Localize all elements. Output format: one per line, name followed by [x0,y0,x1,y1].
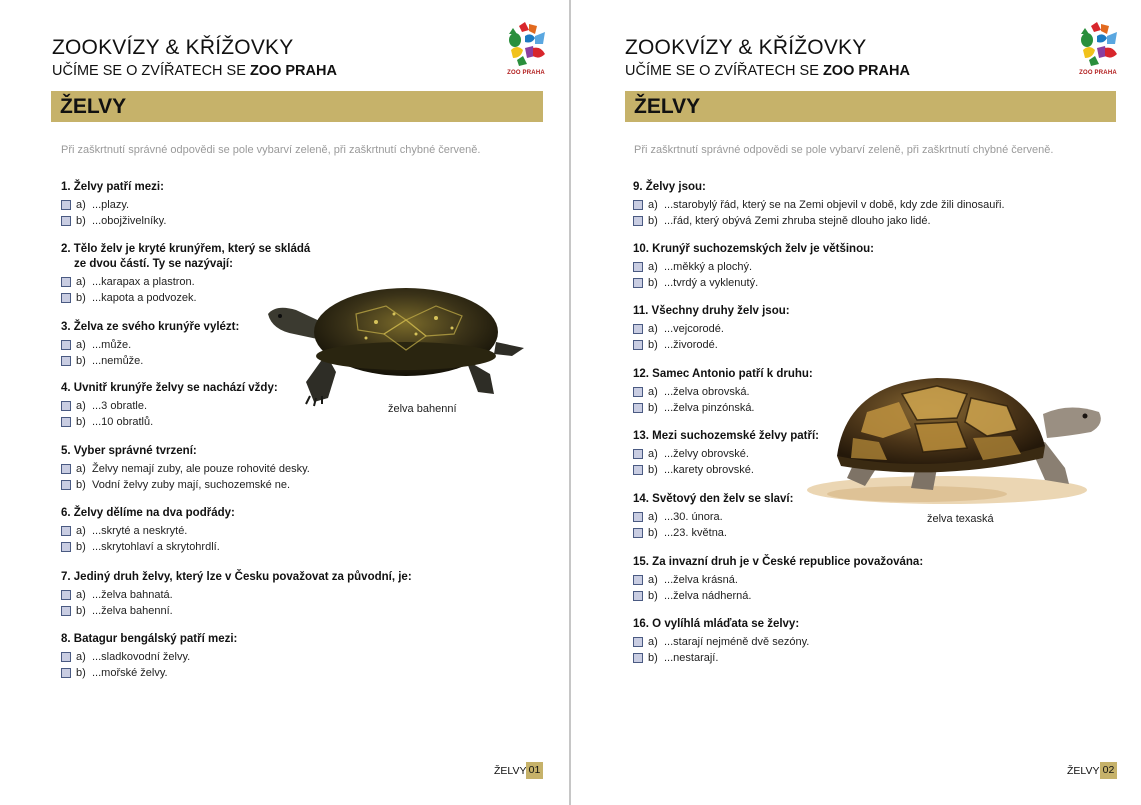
question-title: 5. Vyber správné tvrzení: [61,445,197,457]
question-14 [633,492,793,541]
option-letter: b) [648,527,658,539]
checkbox[interactable] [633,591,643,601]
option-letter: a) [648,636,658,648]
answer-option-16a[interactable] [633,634,809,650]
zoo-logo-icon [1077,22,1119,70]
question-9 [633,180,1005,229]
checkbox[interactable] [61,216,71,226]
option-text: ...živorodé. [664,339,718,351]
question-title: 15. Za invazní druh je v České republice považována: [633,556,924,568]
question-title: 14. Světový den želv se slaví: [633,493,794,505]
answer-option-6a[interactable] [61,523,235,539]
checkbox[interactable] [633,637,643,647]
question-10 [633,242,874,291]
answer-option-12a[interactable] [633,384,813,400]
option-letter: b) [648,339,658,351]
checkbox[interactable] [61,652,71,662]
image-caption: želva texaská [927,513,994,525]
question-15 [633,555,923,604]
answer-option-11b[interactable] [633,337,790,353]
checkbox[interactable] [633,575,643,585]
option-letter: b) [76,479,86,491]
question-title: 1. Želvy patří mezi: [61,181,164,193]
answer-option-14a[interactable] [633,509,793,525]
option-letter: a) [76,589,86,601]
question-4 [61,381,278,430]
option-text: ...obojživelníky. [92,215,167,227]
zoo-praha-logo [1077,22,1119,78]
option-letter: b) [648,464,658,476]
question-11 [633,304,790,353]
question-title: 3. Želva ze svého krunýře vylézt: [61,321,240,333]
question-title: 8. Batagur bengálský patří mezi: [61,633,238,645]
question-title-line2: ze dvou částí. Ty se nazývají: [74,258,233,270]
answer-option-13a[interactable] [633,446,819,462]
option-text: ...karety obrovské. [664,464,754,476]
texas-tortoise-image [807,372,1109,508]
option-text: ...karapax a plastron. [92,276,195,288]
option-letter: a) [648,448,658,460]
footer-label: ŽELVY [494,765,527,777]
section-banner [625,91,1116,122]
subtitle-prefix: UČÍME SE O ZVÍŘATECH SE [52,63,250,79]
option-letter: b) [76,667,86,679]
option-letter: a) [76,525,86,537]
zoo-logo-icon [505,22,547,70]
zoo-praha-logo [505,22,547,78]
option-letter: a) [76,651,86,663]
question-5 [61,444,310,493]
answer-option-4b[interactable] [61,414,278,430]
page-title: ZOOKVÍZY & KŘÍŽOVKY [52,36,294,59]
option-text: ...želvy obrovské. [664,448,749,460]
checkbox[interactable] [633,216,643,226]
option-letter: a) [648,574,658,586]
checkbox[interactable] [61,464,71,474]
question-title: 11. Všechny druhy želv jsou: [633,305,790,317]
footer-label: ŽELVY [1067,765,1100,777]
option-text: ...sladkovodní želvy. [92,651,191,663]
option-letter: b) [76,355,86,367]
option-letter: a) [648,323,658,335]
option-text: ...želva nádherná. [664,590,752,602]
subtitle-brand: ZOO PRAHA [249,63,337,79]
checkbox[interactable] [61,401,71,411]
checkbox[interactable] [633,200,643,210]
answer-option-7b[interactable] [61,603,412,619]
option-text: ...starají nejméně dvě sezóny. [664,636,810,648]
option-text: ...starobylý řád, který se na Zemi objevil v době, kdy zde žili dinosauři. [664,199,1005,211]
page-title: ZOOKVÍZY & KŘÍŽOVKY [625,36,867,59]
checkbox[interactable] [61,542,71,552]
option-letter: b) [648,215,658,227]
option-letter: b) [76,541,86,553]
answer-option-5b[interactable] [61,477,310,493]
logo-text: ZOO PRAHA [1079,70,1117,76]
section-title: ŽELVY [634,95,701,118]
option-letter: a) [76,400,86,412]
option-text: ...želva bahenní. [92,605,173,617]
option-letter: b) [76,292,86,304]
checkbox[interactable] [633,528,643,538]
logo-text: ZOO PRAHA [507,70,545,76]
option-text: ...želva pinzónská. [664,402,755,414]
checkbox[interactable] [633,449,643,459]
question-title: 2. Tělo želv je kryté krunýřem, který se skládá [61,243,311,255]
option-text: ...želva bahnatá. [92,589,173,601]
question-title: 10. Krunýř suchozemských želv je většinou: [633,243,874,255]
instruction-text: Při zaškrtnutí správné odpovědi se pole vybarví zeleně, při zaškrtnutí chybné červeně. [61,144,481,156]
checkbox[interactable] [61,480,71,490]
answer-option-10a[interactable] [633,259,874,275]
checkbox[interactable] [61,417,71,427]
option-letter: b) [76,416,86,428]
option-letter: b) [648,277,658,289]
question-3 [61,320,239,369]
option-letter: b) [648,402,658,414]
question-6 [61,506,235,555]
option-letter: b) [648,652,658,664]
question-8 [61,632,237,681]
option-letter: a) [648,511,658,523]
question-title: 7. Jediný druh želvy, který lze v Česku považovat za původní, je: [61,571,412,583]
question-title: 13. Mezi suchozemské želvy patří: [633,430,819,442]
answer-option-11a[interactable] [633,321,790,337]
option-letter: a) [76,199,86,211]
checkbox[interactable] [61,526,71,536]
checkbox[interactable] [61,668,71,678]
answer-option-4a[interactable] [61,398,278,414]
checkbox[interactable] [61,590,71,600]
worksheet-page-2 [571,0,1141,805]
answer-option-1a[interactable] [61,197,166,213]
answer-option-1b[interactable] [61,213,166,229]
answer-option-9b[interactable] [633,213,1005,229]
page-subtitle [625,63,910,79]
question-16 [633,617,809,666]
checkbox[interactable] [633,465,643,475]
question-12 [633,367,813,416]
checkbox[interactable] [61,340,71,350]
option-text: ...může. [92,339,132,351]
option-letter: b) [76,215,86,227]
answer-option-10b[interactable] [633,275,874,291]
question-1 [61,180,166,229]
image-caption: želva bahenní [388,403,457,415]
option-text: ...nestarají. [664,652,719,664]
option-letter: b) [76,605,86,617]
page-subtitle [52,63,337,79]
question-title: 6. Želvy dělíme na dva podřády: [61,507,235,519]
option-text: ...30. února. [664,511,723,523]
option-letter: a) [648,261,658,273]
pond-turtle-image [266,284,530,408]
section-banner [51,91,543,122]
answer-option-16b[interactable] [633,650,809,666]
option-text: ...želva krásná. [664,574,738,586]
option-letter: a) [76,339,86,351]
checkbox[interactable] [633,340,643,350]
option-text: ...skrytohlaví a skrytohrdlí. [92,541,220,553]
option-text: ...tvrdý a vyklenutý. [664,277,759,289]
option-letter: a) [76,276,86,288]
option-text: ...nemůže. [92,355,144,367]
answer-option-15a[interactable] [633,572,923,588]
option-text: ...23. května. [664,527,727,539]
option-text: ...plazy. [92,199,130,211]
option-text: ...kapota a podvozek. [92,292,197,304]
option-text: Želvy nemají zuby, ale pouze rohovité desky. [92,463,310,475]
answer-option-3a[interactable] [61,337,239,353]
option-text: ...želva obrovská. [664,386,750,398]
section-title: ŽELVY [60,95,127,118]
answer-option-9a[interactable] [633,197,1005,213]
checkbox[interactable] [61,606,71,616]
checkbox[interactable] [61,356,71,366]
question-title: 9. Želvy jsou: [633,181,706,193]
answer-option-3b[interactable] [61,353,239,369]
checkbox[interactable] [61,200,71,210]
answer-option-8b[interactable] [61,665,237,681]
page-number: 01 [526,762,543,779]
answer-option-14b[interactable] [633,525,793,541]
checkbox[interactable] [633,403,643,413]
option-text: ...mořské želvy. [92,667,168,679]
answer-option-6b[interactable] [61,539,235,555]
option-letter: b) [648,590,658,602]
checkbox[interactable] [633,278,643,288]
option-text: ...3 obratle. [92,400,148,412]
checkbox[interactable] [61,293,71,303]
checkbox[interactable] [633,324,643,334]
checkbox[interactable] [61,277,71,287]
question-title: 12. Samec Antonio patří k druhu: [633,368,813,380]
checkbox[interactable] [633,262,643,272]
option-text: ...skryté a neskryté. [92,525,188,537]
answer-option-8a[interactable] [61,649,237,665]
instruction-text: Při zaškrtnutí správné odpovědi se pole vybarví zeleně, při zaškrtnutí chybné červeně. [634,144,1054,156]
subtitle-brand: ZOO PRAHA [822,63,910,79]
answer-option-7a[interactable] [61,587,412,603]
page-number: 02 [1100,762,1117,779]
question-13 [633,429,819,478]
option-text: ...10 obratlů. [92,416,154,428]
option-text: Vodní želvy zuby mají, suchozemské ne. [92,479,291,491]
question-title: 16. O vylíhlá mláďata se želvy: [633,618,800,630]
option-text: ...vejcorodé. [664,323,724,335]
subtitle-prefix: UČÍME SE O ZVÍŘATECH SE [625,63,823,79]
option-letter: a) [648,199,658,211]
checkbox[interactable] [633,387,643,397]
option-text: ...řád, který obývá Zemi zhruba stejně dlouho jako lidé. [664,215,931,227]
answer-option-5a[interactable] [61,461,310,477]
option-letter: a) [648,386,658,398]
option-text: ...měkký a plochý. [664,261,753,273]
question-7 [61,570,412,619]
question-title: 4. Uvnitř krunýře želvy se nachází vždy: [61,382,278,394]
answer-option-15b[interactable] [633,588,923,604]
answer-option-13b[interactable] [633,462,819,478]
worksheet-page-1 [0,0,570,805]
option-letter: a) [76,463,86,475]
checkbox[interactable] [633,653,643,663]
answer-option-12b[interactable] [633,400,813,416]
checkbox[interactable] [633,512,643,522]
